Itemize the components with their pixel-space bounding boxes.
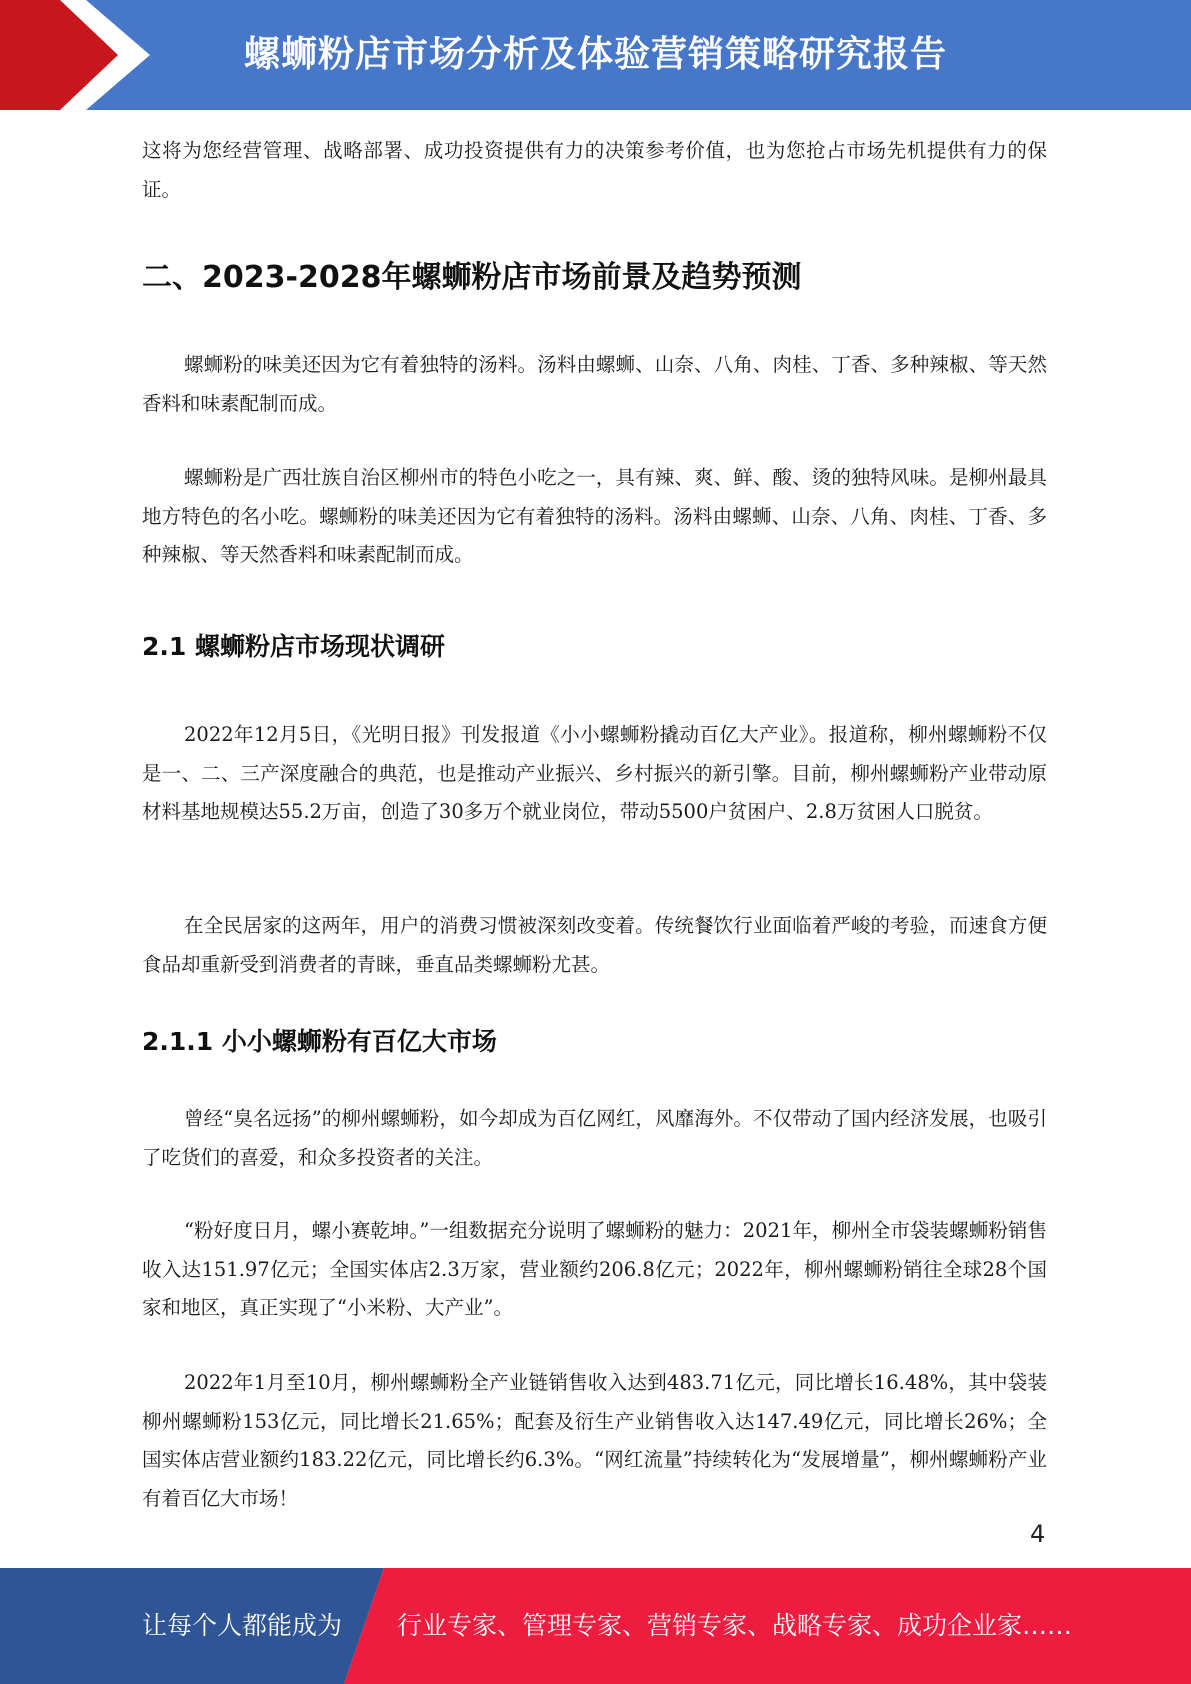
subsection-heading: 2.1 螺蛳粉店市场现状调研 <box>142 632 445 661</box>
section-paragraph-2: 螺蛳粉是广西壮族自治区柳州市的特色小吃之一，具有辣、爽、鲜、酸、烫的独特风味。是柳州最具地方特色的名小吃。螺蛳粉的味美还因为它有着独特的汤料。汤料由螺蛳、山奈、八角、肉桂、丁香、多种辣椒、等天然香料和味素配制而成。 <box>142 466 1047 566</box>
footer-slogan-right: 行业专家、管理专家、营销专家、战略专家、成功企业家…… <box>397 1611 1073 1640</box>
subsubsection-paragraph-1: 曾经“臭名远扬”的柳州螺蛳粉，如今却成为百亿网红，风靡海外。不仅带动了国内经济发展，也吸引了吃货们的喜爱，和众多投资者的关注。 <box>142 1107 1047 1169</box>
subsection-paragraph-2: 在全民居家的这两年，用户的消费习惯被深刻改变着。传统餐饮行业面临着严峻的考验，而速食方便食品却重新受到消费者的青睐，垂直品类螺蛳粉尤甚。 <box>142 914 1047 976</box>
page-header <box>0 0 1191 110</box>
report-title: 螺蛳粉店市场分析及体验营销策略研究报告 <box>243 34 947 75</box>
subsubsection-heading: 2.1.1 小小螺蛳粉有百亿大市场 <box>142 1027 497 1056</box>
intro-paragraph: 这将为您经营管理、战略部署、成功投资提供有力的决策参考价值，也为您抢占市场先机提供有力的保证。 <box>142 139 1047 201</box>
section-paragraph-1: 螺蛳粉的味美还因为它有着独特的汤料。汤料由螺蛳、山奈、八角、肉桂、丁香、多种辣椒、等天然香料和味素配制而成。 <box>142 353 1047 415</box>
subsubsection-paragraph-3: 2022年1月至10月，柳州螺蛳粉全产业链销售收入达到483.71亿元，同比增长16.48%，其中袋装柳州螺蛳粉153亿元，同比增长21.65%；配套及衍生产业销售收入达147.49亿元，同比增长26%；全国实体店营业额约183.22亿元，同比增长约6.3%。“网红流量”持续转化为“发展增量”，柳州螺蛳粉产业有着百亿大市场！ <box>142 1371 1047 1510</box>
footer-slogan-left: 让每个人都能成为 <box>142 1611 343 1640</box>
section-heading: 二、2023-2028年螺蛳粉店市场前景及趋势预测 <box>142 260 802 295</box>
page-number: 4 <box>1030 1520 1046 1548</box>
page-footer <box>0 1568 1191 1684</box>
subsubsection-paragraph-2: “粉好度日月，螺小赛乾坤。”一组数据充分说明了螺蛳粉的魅力：2021年，柳州全市袋装螺蛳粉销售收入达151.97亿元；全国实体店2.3万家，营业额约206.8亿元；2022年，柳州螺蛳粉销往全球28个国家和地区，真正实现了“小米粉、大产业”。 <box>142 1219 1047 1319</box>
subsection-paragraph-1: 2022年12月5日，《光明日报》刊发报道《小小螺蛳粉撬动百亿大产业》。报道称，柳州螺蛳粉不仅是一、二、三产深度融合的典范，也是推动产业振兴、乡村振兴的新引擎。目前，柳州螺蛳粉产业带动原材料基地规模达55.2万亩，创造了30多万个就业岗位，带动5500户贫困户、2.8万贫困人口脱贫。 <box>142 723 1047 823</box>
